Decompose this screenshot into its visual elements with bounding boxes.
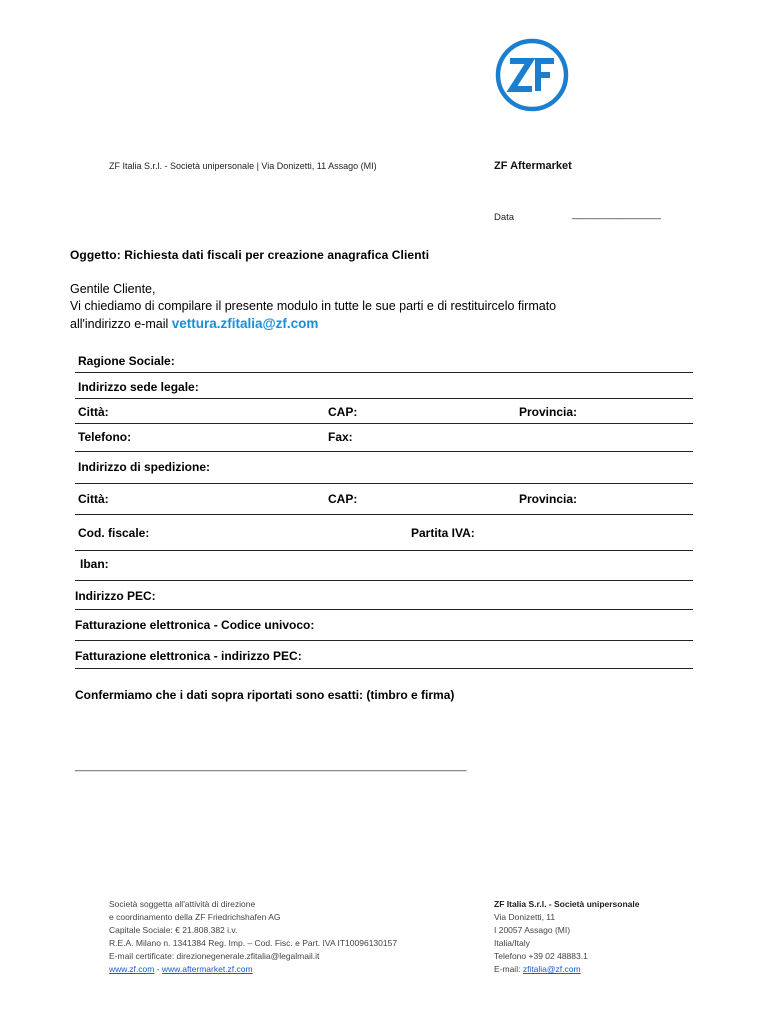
field-line-iban[interactable]: [75, 580, 693, 581]
field-line-citta-1[interactable]: [75, 423, 693, 424]
field-line-telefono[interactable]: [75, 451, 693, 452]
footer-left-line-4: R.E.A. Milano n. 1341384 Reg. Imp. – Cod. Fisc. e Part. IVA IT10096130157: [109, 938, 398, 948]
signature-line[interactable]: ________________________________________________________________: [75, 760, 467, 772]
logo-text: ZF: [532, 111, 534, 112]
footer-right-line-3: I 20057 Assago (MI): [494, 925, 571, 935]
label-cod-fiscale: Cod. fiscale:: [78, 526, 150, 540]
label-telefono: Telefono:: [78, 430, 132, 444]
label-iban: Iban:: [80, 557, 109, 571]
label-fatt-pec: Fatturazione elettronica - indirizzo PEC:: [75, 649, 302, 663]
date-label: Data: [494, 212, 515, 223]
field-line-indirizzo-sede[interactable]: [75, 398, 693, 399]
label-indirizzo-sede: Indirizzo sede legale:: [78, 380, 199, 394]
footer-left-line-2: e coordinamento della ZF Friedrichshafen AG: [109, 912, 281, 922]
label-provincia-1: Provincia:: [519, 405, 578, 419]
label-provincia-2: Provincia:: [519, 492, 578, 506]
label-cap-1: CAP:: [328, 405, 358, 419]
date-field[interactable]: ________________: [572, 209, 661, 220]
footer-left-line-3: Capitale Sociale: € 21.808.382 i.v.: [109, 925, 238, 935]
footer-right-line-1: ZF Italia S.r.l. - Società unipersonale: [494, 899, 640, 909]
label-ragione-sociale: Ragione Sociale:: [78, 354, 175, 368]
label-citta-2: Città:: [78, 492, 109, 506]
aftermarket-website-link[interactable]: www.aftermarket.zf.com: [161, 964, 253, 974]
footer-left-line-1: Società soggetta all'attività di direzione: [109, 899, 256, 909]
footer-email-link[interactable]: zfitalia@zf.com: [522, 964, 581, 974]
footer-link-separator: -: [154, 964, 162, 974]
division-title: ZF Aftermarket: [494, 160, 572, 172]
body-line-1: Vi chiediamo di compilare il presente modulo in tutte le sue parti e di restituircelo firmato: [70, 299, 557, 313]
footer-right-email: [494, 963, 639, 976]
footer-right-line-2: Via Donizetti, 11: [494, 912, 556, 922]
label-indirizzo-pec: Indirizzo PEC:: [75, 589, 156, 603]
confirmation-text: Confermiamo che i dati sopra riportati sono esatti: (timbro e firma): [75, 688, 455, 702]
contact-email-link[interactable]: vettura.zfitalia@zf.com: [171, 316, 319, 331]
field-line-ragione-sociale[interactable]: [75, 372, 693, 373]
footer-email-label: E-mail:: [494, 964, 523, 974]
footer-links: [109, 963, 397, 976]
field-line-cod-fiscale[interactable]: [75, 550, 693, 551]
footer-right: [494, 898, 639, 976]
footer-right-line-4: Italia/Italy: [494, 938, 530, 948]
field-line-indirizzo-spedizione[interactable]: [75, 483, 693, 484]
greeting: Gentile Cliente,: [70, 282, 156, 296]
zf-website-link[interactable]: www.zf.com: [109, 964, 155, 974]
field-line-fatt-pec[interactable]: [75, 668, 693, 669]
body-line-2-prefix: all'indirizzo e-mail: [70, 317, 172, 331]
field-line-fatt-codice[interactable]: [75, 640, 693, 641]
company-line: ZF Italia S.r.l. - Società unipersonale | Via Donizetti, 11 Assago (MI): [109, 161, 377, 171]
body-line-2: [70, 315, 710, 333]
footer-left-line-5: E-mail certificate: direzionegenerale.zfitalia@legalmail.it: [109, 951, 320, 961]
label-cap-2: CAP:: [328, 492, 358, 506]
field-line-citta-2[interactable]: [75, 514, 693, 515]
label-citta-1: Città:: [78, 405, 109, 419]
label-indirizzo-spedizione: Indirizzo di spedizione:: [78, 460, 210, 474]
field-line-indirizzo-pec[interactable]: [75, 609, 693, 610]
zf-logo: [494, 37, 570, 113]
label-partita-iva: Partita IVA:: [411, 526, 475, 540]
label-fatt-codice: Fatturazione elettronica - Codice univoco:: [75, 618, 315, 632]
letter-body: [70, 281, 710, 333]
footer-right-line-5: Telefono +39 02 48883.1: [494, 951, 588, 961]
label-fax: Fax:: [328, 430, 353, 444]
footer-left: [109, 898, 397, 976]
subject-line: Oggetto: Richiesta dati fiscali per creazione anagrafica Clienti: [70, 248, 430, 262]
